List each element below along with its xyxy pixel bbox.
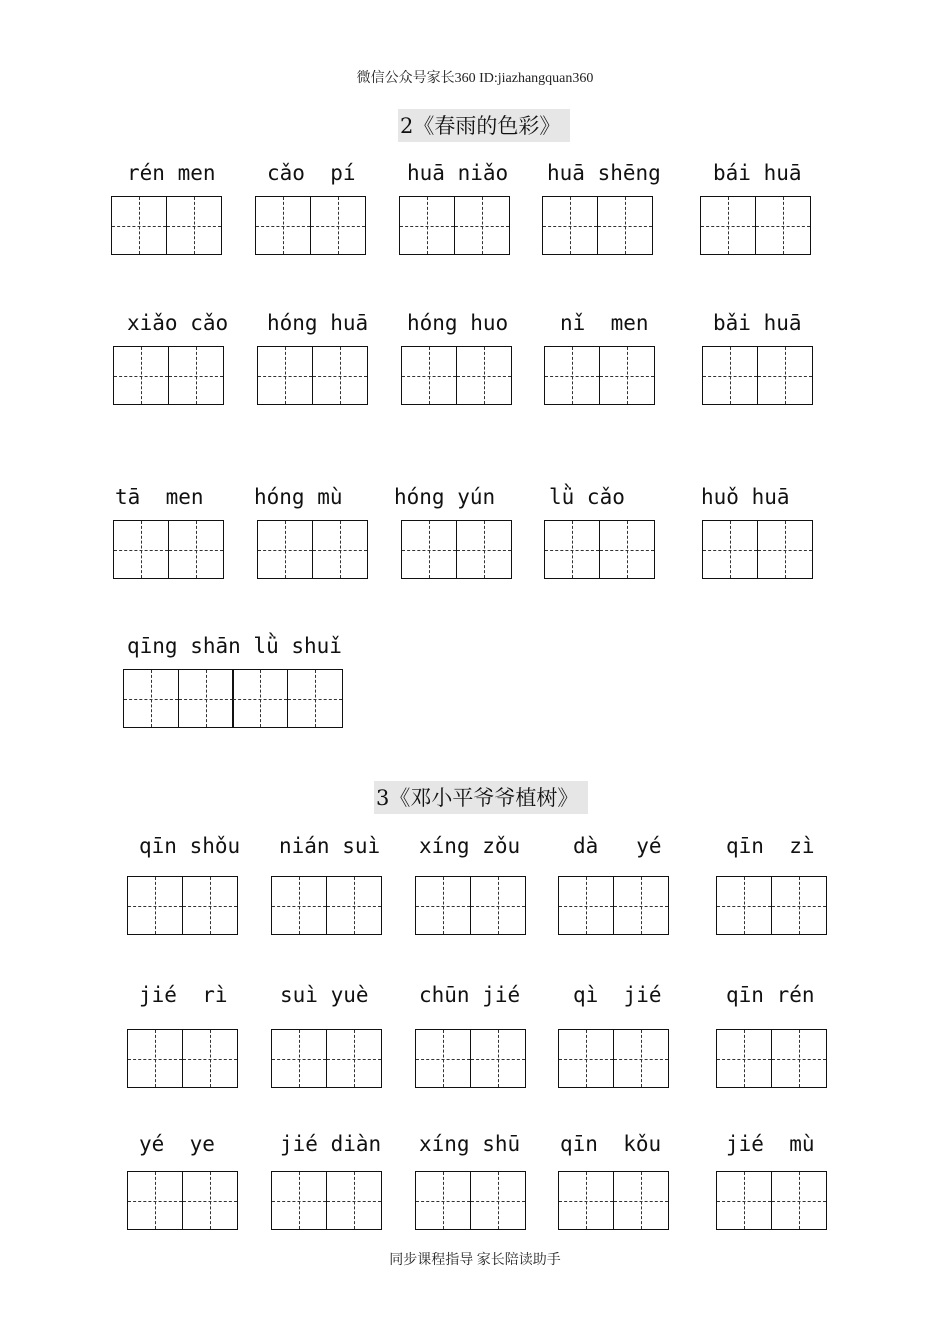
pinyin: bǎi huā (713, 311, 802, 335)
pinyin: qīng shān lǜ shuǐ (127, 634, 342, 658)
writing-boxes (544, 520, 655, 579)
writing-boxes (127, 876, 238, 935)
writing-boxes (271, 1029, 382, 1088)
writing-cell[interactable] (613, 1029, 669, 1088)
writing-boxes (558, 1029, 669, 1088)
writing-cell[interactable] (113, 346, 169, 405)
writing-boxes (113, 520, 224, 579)
writing-cell[interactable] (415, 1029, 471, 1088)
writing-cell[interactable] (716, 1171, 772, 1230)
writing-cell[interactable] (599, 346, 655, 405)
writing-cell[interactable] (182, 1171, 238, 1230)
writing-cell[interactable] (470, 1171, 526, 1230)
writing-cell[interactable] (597, 196, 653, 255)
writing-cell[interactable] (182, 1029, 238, 1088)
writing-boxes (401, 346, 512, 405)
writing-boxes (257, 520, 368, 579)
pinyin: jié rì (139, 983, 228, 1007)
writing-boxes (415, 1171, 526, 1230)
writing-cell[interactable] (168, 346, 224, 405)
writing-cell[interactable] (558, 1171, 614, 1230)
writing-cell[interactable] (182, 876, 238, 935)
writing-boxes (113, 346, 224, 405)
writing-boxes (401, 520, 512, 579)
writing-cell[interactable] (757, 520, 813, 579)
writing-cell[interactable] (326, 1029, 382, 1088)
writing-boxes (558, 1171, 669, 1230)
writing-cell[interactable] (558, 1029, 614, 1088)
writing-cell[interactable] (401, 520, 457, 579)
writing-cell[interactable] (716, 876, 772, 935)
writing-boxes (700, 196, 811, 255)
writing-cell[interactable] (178, 669, 234, 728)
pinyin: hóng huo (407, 311, 509, 335)
writing-cell[interactable] (542, 196, 598, 255)
writing-boxes (716, 876, 827, 935)
pinyin: huā niǎo (407, 161, 509, 185)
pinyin: lǜ cǎo (549, 485, 625, 509)
pinyin: bái huā (713, 161, 802, 185)
writing-boxes (558, 876, 669, 935)
pinyin: cǎo pí (267, 161, 356, 185)
writing-boxes (716, 1029, 827, 1088)
writing-cell[interactable] (702, 346, 758, 405)
writing-cell[interactable] (771, 1029, 827, 1088)
writing-boxes (716, 1171, 827, 1230)
writing-boxes (271, 1171, 382, 1230)
pinyin: nǐ men (560, 311, 649, 335)
writing-cell[interactable] (127, 876, 183, 935)
section-title-2: 2《春雨的色彩》 (398, 109, 570, 142)
writing-cell[interactable] (544, 520, 600, 579)
writing-cell[interactable] (771, 876, 827, 935)
pinyin: qīn zì (726, 834, 815, 858)
writing-cell[interactable] (755, 196, 811, 255)
pinyin: hóng huā (267, 311, 369, 335)
writing-cell[interactable] (271, 1171, 327, 1230)
writing-boxes (415, 1029, 526, 1088)
writing-cell[interactable] (613, 876, 669, 935)
writing-cell[interactable] (255, 196, 311, 255)
writing-cell[interactable] (127, 1171, 183, 1230)
pinyin: huǒ huā (701, 485, 790, 509)
writing-cell[interactable] (257, 520, 313, 579)
pinyin: rén men (127, 161, 216, 185)
writing-cell[interactable] (287, 669, 343, 728)
section-title-3: 3《邓小平爷爷植树》 (374, 781, 588, 814)
writing-boxes (702, 520, 813, 579)
pinyin: suì yuè (280, 983, 369, 1007)
writing-cell[interactable] (544, 346, 600, 405)
pinyin: hóng mù (254, 485, 343, 509)
pinyin: jié mù (726, 1132, 815, 1156)
writing-cell[interactable] (166, 196, 222, 255)
writing-boxes (544, 346, 655, 405)
writing-cell[interactable] (326, 1171, 382, 1230)
writing-cell[interactable] (271, 876, 327, 935)
writing-cell[interactable] (599, 520, 655, 579)
writing-boxes (123, 669, 343, 728)
header-note: 微信公众号家长360 ID:jiazhangquan360 (356, 71, 594, 86)
writing-cell[interactable] (326, 876, 382, 935)
pinyin: xíng shū (419, 1132, 521, 1156)
pinyin: chūn jié (419, 983, 521, 1007)
pinyin: qīn shǒu (139, 834, 241, 858)
writing-cell[interactable] (757, 346, 813, 405)
writing-cell[interactable] (399, 196, 455, 255)
writing-boxes (127, 1029, 238, 1088)
writing-cell[interactable] (111, 196, 167, 255)
writing-cell[interactable] (401, 346, 457, 405)
writing-cell[interactable] (123, 669, 179, 728)
writing-cell[interactable] (168, 520, 224, 579)
writing-cell[interactable] (312, 346, 368, 405)
writing-cell[interactable] (456, 346, 512, 405)
pinyin: qīn kǒu (560, 1132, 662, 1156)
writing-cell[interactable] (271, 1029, 327, 1088)
pinyin: tā men (115, 485, 204, 509)
writing-cell[interactable] (415, 1171, 471, 1230)
pinyin: qīn rén (726, 983, 815, 1007)
writing-boxes (255, 196, 366, 255)
writing-boxes (415, 876, 526, 935)
pinyin: huā shēng (547, 161, 661, 185)
writing-boxes (702, 346, 813, 405)
writing-boxes (542, 196, 653, 255)
pinyin: nián suì (279, 834, 381, 858)
pinyin: dà yé (573, 834, 662, 858)
writing-cell[interactable] (113, 520, 169, 579)
writing-cell[interactable] (716, 1029, 772, 1088)
writing-cell[interactable] (257, 346, 313, 405)
pinyin: xíng zǒu (419, 834, 521, 858)
pinyin: yé ye (139, 1132, 215, 1156)
writing-cell[interactable] (700, 196, 756, 255)
writing-cell[interactable] (702, 520, 758, 579)
pinyin: xiǎo cǎo (127, 311, 229, 335)
writing-cell[interactable] (771, 1171, 827, 1230)
pinyin: jié diàn (280, 1132, 382, 1156)
writing-cell[interactable] (232, 669, 288, 728)
writing-boxes (271, 876, 382, 935)
writing-cell[interactable] (454, 196, 510, 255)
writing-boxes (111, 196, 222, 255)
writing-cell[interactable] (470, 876, 526, 935)
writing-boxes (127, 1171, 238, 1230)
writing-cell[interactable] (613, 1171, 669, 1230)
pinyin: hóng yún (394, 485, 496, 509)
writing-boxes (399, 196, 510, 255)
writing-cell[interactable] (470, 1029, 526, 1088)
footer-note: 同步课程指导 家长陪读助手 (389, 1253, 561, 1268)
writing-cell[interactable] (127, 1029, 183, 1088)
writing-cell[interactable] (456, 520, 512, 579)
writing-cell[interactable] (415, 876, 471, 935)
pinyin: qì jié (573, 983, 662, 1007)
writing-cell[interactable] (310, 196, 366, 255)
writing-cell[interactable] (558, 876, 614, 935)
writing-boxes (257, 346, 368, 405)
writing-cell[interactable] (312, 520, 368, 579)
